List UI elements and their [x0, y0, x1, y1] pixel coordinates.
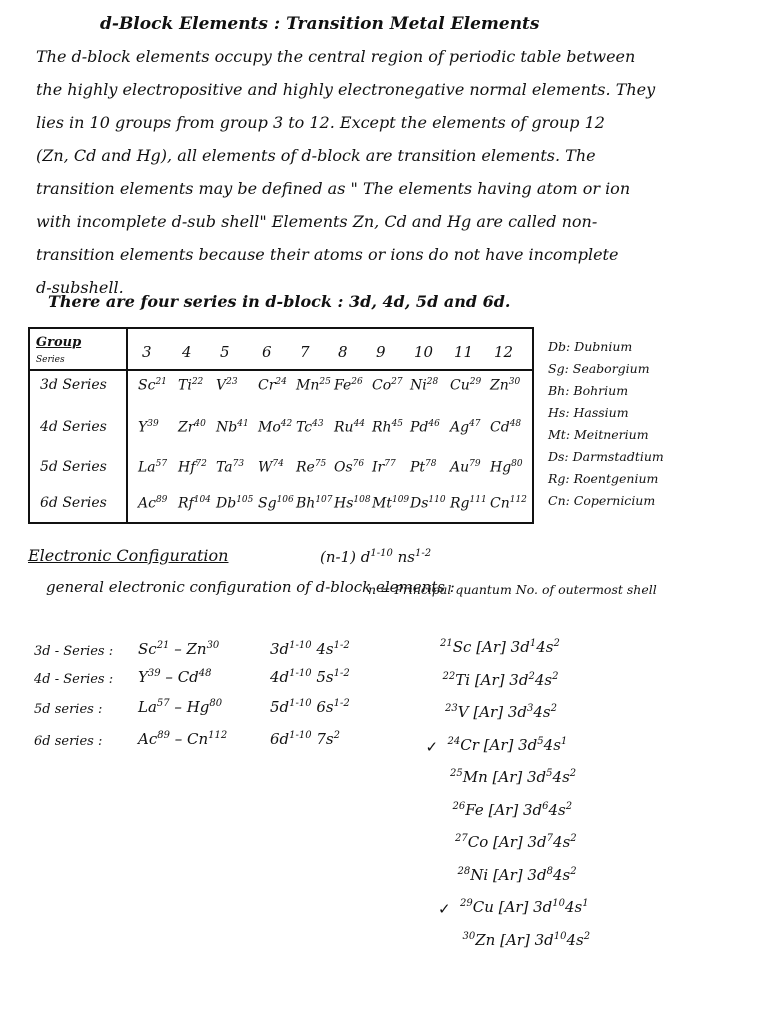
- cfg-s-exp: 2: [333, 730, 341, 741]
- range-start-z: 89: [157, 730, 170, 741]
- legend-item: Db: Dubnium: [548, 339, 633, 354]
- element-cell: [138, 419, 159, 436]
- element-symbol: Fe: [465, 800, 489, 819]
- cfg-d: 4d: [270, 668, 290, 686]
- formula-s: ns: [392, 548, 415, 566]
- group-number: 9: [376, 343, 386, 361]
- element-symbol: Sc: [452, 638, 477, 656]
- atomic-number: 21: [440, 638, 453, 649]
- element-cell: [258, 459, 284, 476]
- element-symbol: Cn: [490, 495, 510, 512]
- formula-base: (n-1) d: [320, 548, 371, 566]
- core-shell: [Ar]: [498, 898, 534, 916]
- atomic-number: 22: [442, 670, 456, 682]
- atomic-number: 26: [351, 377, 363, 387]
- element-config: [455, 833, 577, 851]
- element-config: [448, 736, 568, 754]
- element-symbol: Sc: [138, 377, 156, 394]
- element-symbol: Db: [216, 495, 237, 512]
- element-symbol: Au: [450, 459, 470, 476]
- atomic-number: 112: [509, 495, 527, 505]
- element-cell: [296, 419, 324, 436]
- core-shell: [Ar]: [500, 930, 535, 949]
- legend-item: Mt: Meitnerium: [548, 427, 649, 442]
- element-cell: [410, 377, 438, 394]
- element-cell: [372, 377, 403, 394]
- check-mark-icon: ✓: [438, 900, 451, 918]
- element-symbol: Cu: [450, 377, 470, 394]
- element-symbol: Sg: [258, 495, 277, 512]
- range-start: Sc: [138, 640, 157, 658]
- element-symbol: Cd: [490, 419, 510, 436]
- range-end: Zn: [186, 640, 207, 658]
- section-heading: Electronic Configuration: [28, 546, 229, 565]
- element-symbol: Ac: [138, 495, 156, 512]
- d-orbital: 3d: [533, 898, 553, 916]
- element-symbol: V: [457, 703, 474, 721]
- range-end: Cd: [177, 668, 199, 686]
- element-cell: [334, 419, 365, 436]
- element-cell: [178, 377, 203, 394]
- atomic-number: 22: [191, 377, 204, 387]
- element-cell: [372, 459, 396, 476]
- cfg-s-exp: 1-2: [333, 668, 350, 679]
- element-symbol: W: [258, 459, 273, 476]
- d-electrons: 5: [537, 735, 544, 747]
- element-cell: [490, 419, 521, 436]
- atomic-number: 75: [314, 459, 327, 469]
- element-cell: [258, 377, 287, 394]
- atomic-number: 46: [428, 419, 440, 429]
- general-config-text: general electronic configuration of d-block elements :: [46, 578, 455, 596]
- table-divider-horizontal: [30, 369, 532, 371]
- range-end: Cn: [187, 730, 209, 748]
- element-cell: [450, 459, 481, 476]
- element-cell: [450, 495, 487, 512]
- atomic-number: 30: [508, 377, 521, 387]
- legend-item: Rg: Roentgenium: [548, 471, 659, 486]
- element-cell: [216, 459, 244, 476]
- cfg-d-exp: 1-10: [289, 668, 312, 679]
- atomic-number: 80: [511, 459, 523, 469]
- core-shell: [Ar]: [476, 638, 511, 656]
- element-symbol: Ta: [216, 459, 233, 476]
- series-header: Series: [36, 355, 65, 365]
- element-symbol: Zn: [490, 377, 509, 394]
- range-dash: –: [169, 640, 187, 658]
- d-orbital: 3d: [534, 930, 554, 949]
- s-orbital: 4s: [534, 670, 553, 689]
- element-cell: [216, 419, 249, 436]
- formula-d-exponent: 1-10: [370, 548, 393, 559]
- range-start: Y: [138, 668, 148, 686]
- atomic-number: 25: [450, 768, 463, 779]
- range-dash: –: [169, 698, 187, 716]
- atomic-number: 73: [232, 459, 245, 469]
- element-config: [460, 898, 589, 916]
- atomic-number: 28: [426, 377, 439, 387]
- series-config: [270, 698, 350, 716]
- atomic-number: 89: [155, 495, 168, 505]
- element-cell: [296, 459, 326, 476]
- element-symbol: Y: [138, 419, 148, 436]
- element-cell: [372, 419, 403, 436]
- paragraph-line: lies in 10 groups from group 3 to 12. Except the elements of group 12: [36, 113, 605, 132]
- d-electrons: 7: [546, 833, 554, 844]
- element-symbol: Co: [372, 377, 392, 394]
- atomic-number: 109: [391, 495, 410, 505]
- d-electrons: 5: [546, 768, 553, 779]
- element-cell: [138, 495, 167, 512]
- group-number: 7: [300, 343, 310, 361]
- element-config: [445, 703, 557, 721]
- range-end: Hg: [186, 698, 210, 716]
- atomic-number: 28: [457, 865, 471, 877]
- range-end-z: 112: [208, 730, 228, 741]
- element-legend: [548, 336, 664, 512]
- d-orbital: 3d: [522, 800, 543, 819]
- atomic-number: 106: [276, 495, 294, 505]
- series-label: 4d - Series :: [34, 672, 114, 687]
- core-shell: [Ar]: [474, 670, 510, 689]
- cfg-d: 3d: [270, 640, 290, 658]
- cfg-d: 6d: [270, 730, 290, 748]
- element-symbol: Re: [296, 459, 315, 476]
- row-label: 5d Series: [40, 459, 107, 475]
- atomic-number: 43: [312, 419, 324, 429]
- series-label: 3d - Series :: [34, 644, 114, 659]
- s-electrons: 2: [552, 670, 559, 682]
- d-electrons: 8: [546, 865, 553, 877]
- range-end-z: 30: [206, 640, 220, 651]
- atomic-number: 27: [455, 833, 468, 844]
- paragraph-line: the highly electropositive and highly electronegative normal elements. They: [36, 80, 656, 99]
- group-number: 11: [454, 343, 474, 361]
- element-symbol: Nb: [216, 419, 238, 436]
- element-symbol: Zn: [475, 930, 501, 949]
- range-end-z: 48: [198, 668, 212, 679]
- element-config: [458, 866, 577, 884]
- group-header: Group: [36, 335, 82, 350]
- range-dash: –: [160, 668, 178, 686]
- core-shell: [Ar]: [473, 703, 508, 721]
- group-number: 8: [338, 343, 348, 361]
- element-cell: [410, 459, 437, 476]
- row-label: 6d Series: [40, 495, 107, 511]
- s-orbital: 4s: [533, 703, 551, 721]
- element-cell: [410, 419, 440, 436]
- atomic-number: 104: [193, 495, 211, 505]
- element-config: [450, 768, 576, 786]
- cfg-d-exp: 1-10: [289, 730, 312, 741]
- group-number: 12: [494, 343, 514, 361]
- element-symbol: Co: [467, 833, 494, 851]
- range-start: Ac: [138, 730, 158, 748]
- group-number: 4: [182, 343, 192, 361]
- element-cell: [178, 495, 211, 512]
- paragraph-line: transition elements because their atoms or ions do not have incomplete: [36, 245, 619, 264]
- element-cell: [334, 377, 363, 394]
- element-cell: [372, 495, 409, 512]
- legend-item: Bh: Bohrium: [548, 383, 629, 398]
- d-electrons: 3: [526, 703, 534, 714]
- series-config: [270, 640, 350, 658]
- element-cell: [258, 495, 294, 512]
- element-symbol: Ds: [410, 495, 429, 512]
- series-label: 6d series :: [34, 734, 103, 749]
- element-symbol: Pt: [410, 459, 426, 476]
- core-shell: [Ar]: [492, 865, 528, 884]
- element-cell: [490, 377, 520, 394]
- d-orbital: 3d: [527, 768, 547, 786]
- element-symbol: Ag: [450, 419, 470, 436]
- s-electrons: 1: [560, 735, 568, 747]
- element-symbol: Mn: [462, 768, 493, 786]
- group-number: 5: [220, 343, 230, 361]
- general-formula: [320, 548, 431, 566]
- element-cell: [490, 495, 527, 512]
- d-orbital: 3d: [527, 865, 547, 884]
- cfg-d-exp: 1-10: [289, 698, 312, 709]
- legend-item: Sg: Seaborgium: [548, 361, 650, 376]
- range-dash: –: [169, 730, 188, 748]
- element-cell: [216, 495, 253, 512]
- element-symbol: Tc: [296, 419, 313, 436]
- atomic-number: 21: [155, 377, 167, 387]
- d-electrons: 6: [542, 800, 549, 812]
- element-symbol: Os: [334, 459, 353, 476]
- range-start-z: 57: [156, 698, 170, 709]
- s-electrons: 2: [565, 800, 573, 812]
- atomic-number: 110: [428, 495, 446, 505]
- s-electrons: 2: [583, 930, 591, 942]
- atomic-number: 76: [352, 459, 365, 469]
- d-orbital: 3d: [518, 735, 538, 754]
- s-orbital: 4s: [553, 833, 571, 851]
- atomic-number: 29: [460, 898, 473, 909]
- element-symbol: Bh: [296, 495, 316, 512]
- atomic-number: 40: [194, 419, 206, 429]
- atomic-number: 24: [447, 735, 461, 747]
- atomic-number: 29: [469, 377, 482, 387]
- legend-item: Hs: Hassium: [548, 405, 629, 420]
- element-config: [443, 671, 559, 689]
- atomic-number: 41: [237, 419, 249, 429]
- element-cell: [258, 419, 292, 436]
- s-orbital: 4s: [565, 898, 583, 916]
- element-symbol: Pd: [410, 419, 429, 436]
- cfg-d-exp: 1-10: [289, 640, 312, 651]
- page-title: d-Block Elements : Transition Metal Elements: [100, 14, 540, 34]
- s-electrons: 2: [570, 833, 577, 844]
- table-divider-vertical: [126, 329, 128, 522]
- cfg-s-exp: 1-2: [333, 698, 350, 709]
- paragraph-line: The d-block elements occupy the central region of periodic table between: [36, 47, 636, 66]
- d-orbital: 3d: [527, 833, 547, 851]
- element-symbol: Ti: [455, 670, 475, 689]
- atomic-number: 44: [353, 419, 366, 429]
- atomic-number: 107: [315, 495, 333, 505]
- series-range: [138, 698, 222, 716]
- paragraph-line: d-subshell.: [36, 278, 124, 297]
- group-number: 3: [142, 343, 152, 361]
- element-symbol: Zr: [178, 419, 195, 436]
- element-symbol: Mn: [296, 377, 320, 394]
- element-config: [453, 801, 573, 819]
- element-symbol: Ni: [410, 377, 427, 394]
- cfg-d: 5d: [270, 698, 290, 716]
- atomic-number: 77: [384, 459, 396, 469]
- element-config: [463, 931, 591, 949]
- element-config: [440, 638, 560, 656]
- s-electrons: 2: [550, 703, 557, 714]
- intro-paragraph: [36, 40, 746, 304]
- element-symbol: Rh: [372, 419, 392, 436]
- d-electrons: 2: [528, 670, 535, 682]
- atomic-number: 79: [469, 459, 481, 469]
- legend-item: Ds: Darmstadtium: [548, 449, 664, 464]
- formula-s-exponent: 1-2: [414, 548, 432, 559]
- core-shell: [Ar]: [488, 800, 523, 819]
- element-cell: [178, 459, 207, 476]
- atomic-number: 23: [445, 703, 458, 714]
- element-symbol: Hg: [490, 459, 512, 476]
- d-electrons: 10: [553, 930, 567, 942]
- element-cell: [296, 495, 333, 512]
- atomic-number: 111: [469, 495, 487, 505]
- row-label: 4d Series: [40, 419, 107, 435]
- atomic-number: 74: [272, 459, 284, 469]
- series-label: 5d series :: [34, 702, 103, 717]
- group-number: 6: [262, 343, 272, 361]
- element-cell: [490, 459, 523, 476]
- element-symbol: Hs: [334, 495, 354, 512]
- core-shell: [Ar]: [492, 768, 528, 786]
- paragraph-line: with incomplete d-sub shell" Elements Zn, Cd and Hg are called non-: [36, 212, 598, 231]
- cfg-s: 6s: [311, 698, 334, 716]
- atomic-number: 30: [462, 930, 476, 942]
- element-cell: [334, 495, 371, 512]
- cfg-s-exp: 1-2: [333, 640, 350, 651]
- range-start-z: 21: [156, 640, 170, 651]
- atomic-number: 57: [155, 459, 168, 469]
- element-cell: [178, 419, 206, 436]
- cfg-s: 5s: [311, 668, 334, 686]
- d-electrons: 10: [552, 898, 566, 909]
- element-cell: [216, 377, 238, 394]
- s-orbital: 4s: [536, 638, 554, 656]
- paragraph-line: transition elements may be defined as " The elements having atom or ion: [36, 179, 631, 198]
- atomic-number: 39: [147, 419, 159, 429]
- range-start: La: [138, 698, 157, 716]
- element-symbol: Fe: [334, 377, 352, 394]
- s-electrons: 2: [570, 865, 577, 877]
- d-orbital: 3d: [510, 638, 530, 656]
- atomic-number: 26: [452, 800, 466, 812]
- d-block-table: [28, 327, 534, 524]
- d-electrons: 1: [529, 638, 537, 649]
- element-symbol: Cr: [460, 735, 484, 754]
- range-end-z: 80: [209, 698, 223, 709]
- paragraph-line: (Zn, Cd and Hg), all elements of d-block are transition elements. The: [36, 146, 596, 165]
- element-cell: [138, 459, 167, 476]
- n-definition: n = Principal quantum No. of outermost shell: [368, 582, 657, 597]
- s-electrons: 2: [569, 768, 577, 779]
- atomic-number: 24: [275, 377, 287, 387]
- atomic-number: 47: [469, 419, 481, 429]
- element-cell: [410, 495, 446, 512]
- element-cell: [450, 377, 481, 394]
- atomic-number: 25: [319, 377, 331, 387]
- series-range: [138, 668, 212, 686]
- core-shell: [Ar]: [493, 833, 528, 851]
- element-symbol: Mt: [372, 495, 392, 512]
- element-symbol: Mo: [258, 419, 281, 436]
- series-range: [138, 730, 227, 748]
- element-symbol: Cr: [258, 377, 276, 394]
- element-symbol: Hf: [178, 459, 196, 476]
- series-range: [138, 640, 219, 658]
- row-label: 3d Series: [40, 377, 107, 393]
- element-symbol: Cu: [472, 898, 499, 916]
- s-orbital: 4s: [566, 930, 584, 949]
- element-symbol: La: [138, 459, 156, 476]
- s-orbital: 4s: [552, 865, 571, 884]
- s-orbital: 4s: [543, 735, 561, 754]
- core-shell: [Ar]: [483, 735, 519, 754]
- element-cell: [450, 419, 481, 436]
- atomic-number: 27: [391, 377, 403, 387]
- element-cell: [138, 377, 167, 394]
- legend-item: Cn: Copernicium: [548, 493, 656, 508]
- element-symbol: Rg: [450, 495, 470, 512]
- element-symbol: Ru: [334, 419, 354, 436]
- series-config: [270, 730, 340, 748]
- atomic-number: 48: [509, 419, 522, 429]
- range-start-z: 39: [147, 668, 161, 679]
- series-config: [270, 668, 350, 686]
- d-orbital: 3d: [507, 703, 527, 721]
- element-cell: [334, 459, 364, 476]
- s-orbital: 4s: [548, 800, 566, 819]
- group-number: 10: [414, 343, 434, 361]
- element-symbol: V: [216, 377, 227, 394]
- atomic-number: 108: [353, 495, 371, 505]
- atomic-number: 23: [226, 377, 238, 387]
- atomic-number: 78: [425, 459, 437, 469]
- check-mark-icon: ✓: [425, 737, 439, 756]
- cfg-s: 4s: [311, 640, 334, 658]
- element-cell: [296, 377, 331, 394]
- s-electrons: 2: [553, 638, 560, 649]
- s-electrons: 1: [582, 898, 589, 909]
- cfg-s: 7s: [311, 730, 334, 748]
- element-symbol: Ir: [372, 459, 385, 476]
- atomic-number: 72: [195, 459, 207, 469]
- atomic-number: 105: [236, 495, 254, 505]
- element-symbol: Rf: [178, 495, 194, 512]
- element-symbol: Ni: [470, 865, 493, 884]
- element-symbol: Ti: [178, 377, 192, 394]
- s-orbital: 4s: [552, 768, 570, 786]
- atomic-number: 45: [391, 419, 404, 429]
- d-orbital: 3d: [509, 670, 529, 689]
- series-statement: There are four series in d-block : 3d, 4d, 5d and 6d.: [48, 292, 511, 311]
- atomic-number: 42: [280, 419, 293, 429]
